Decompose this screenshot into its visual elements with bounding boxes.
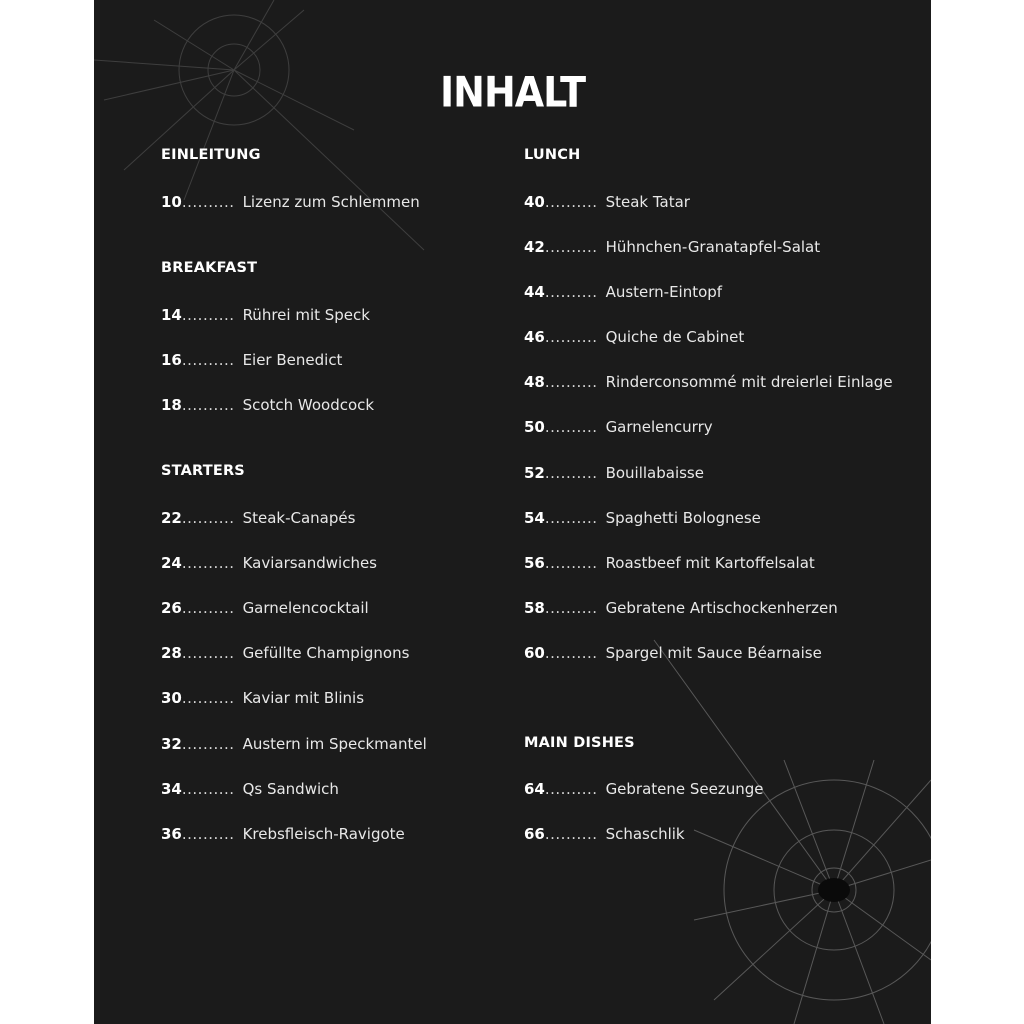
entry-title: Bouillabaisse: [605, 464, 704, 482]
page-number: 46: [524, 328, 545, 346]
page-number: 44: [524, 283, 545, 301]
toc-entry[interactable]: [524, 554, 815, 572]
page-number: 10: [161, 193, 182, 211]
leader-dots: ..........: [544, 373, 598, 391]
toc-entry[interactable]: [161, 599, 369, 617]
leader-dots: ..........: [544, 328, 598, 346]
entry-title: Schaschlik: [605, 825, 685, 843]
entry-title: Scotch Woodcock: [242, 396, 375, 414]
toc-entry[interactable]: [524, 644, 822, 662]
entry-title: Roastbeef mit Kartoffelsalat: [605, 554, 815, 572]
toc-entry[interactable]: [161, 193, 420, 211]
section-heading: BREAKFAST: [161, 260, 258, 276]
entry-title: Rührei mit Speck: [242, 306, 370, 324]
entry-title: Austern im Speckmantel: [242, 735, 427, 753]
page-number: 22: [161, 509, 182, 527]
leader-dots: ..........: [181, 193, 235, 211]
entry-title: Rinderconsommé mit dreierlei Einlage: [605, 373, 893, 391]
contents-page: [94, 0, 931, 1024]
toc-entry[interactable]: [524, 418, 713, 436]
toc-entry[interactable]: [161, 644, 409, 662]
page-number: 56: [524, 554, 545, 572]
entry-title: Spaghetti Bolognese: [605, 509, 761, 527]
toc-entry[interactable]: [524, 328, 744, 346]
section-heading: LUNCH: [524, 147, 581, 163]
leader-dots: ..........: [181, 554, 235, 572]
page-number: 50: [524, 418, 545, 436]
section-heading: MAIN DISHES: [524, 735, 635, 751]
leader-dots: ..........: [544, 193, 598, 211]
leader-dots: ..........: [181, 780, 235, 798]
leader-dots: ..........: [544, 283, 598, 301]
entry-title: Krebsfleisch-Ravigote: [242, 825, 405, 843]
toc-entry[interactable]: [524, 509, 761, 527]
section-heading: EINLEITUNG: [161, 147, 261, 163]
entry-title: Hühnchen-Granatapfel-Salat: [605, 238, 821, 256]
leader-dots: ..........: [544, 554, 598, 572]
page-number: 42: [524, 238, 545, 256]
leader-dots: ..........: [181, 306, 235, 324]
page-number: 40: [524, 193, 545, 211]
page-number: 58: [524, 599, 545, 617]
page-number: 64: [524, 780, 545, 798]
toc-entry[interactable]: [524, 599, 838, 617]
entry-title: Steak Tatar: [605, 193, 690, 211]
toc-entry[interactable]: [161, 351, 342, 369]
page-number: 48: [524, 373, 545, 391]
page-number: 36: [161, 825, 182, 843]
toc-entry[interactable]: [524, 283, 722, 301]
entry-title: Eier Benedict: [242, 351, 343, 369]
toc-entry[interactable]: [161, 396, 374, 414]
toc-entry[interactable]: [161, 825, 405, 843]
entry-title: Qs Sandwich: [242, 780, 339, 798]
entry-title: Austern-Eintopf: [605, 283, 723, 301]
page-number: 24: [161, 554, 182, 572]
toc-entry[interactable]: [524, 193, 690, 211]
leader-dots: ..........: [181, 825, 235, 843]
leader-dots: ..........: [181, 351, 235, 369]
leader-dots: ..........: [544, 825, 598, 843]
entry-title: Gebratene Artischockenherzen: [605, 599, 838, 617]
page-number: 54: [524, 509, 545, 527]
toc-entry[interactable]: [161, 306, 370, 324]
toc-entry[interactable]: [524, 464, 704, 482]
entry-title: Quiche de Cabinet: [605, 328, 745, 346]
leader-dots: ..........: [544, 238, 598, 256]
leader-dots: ..........: [544, 418, 598, 436]
leader-dots: ..........: [181, 396, 235, 414]
entry-title: Lizenz zum Schlemmen: [242, 193, 420, 211]
page-number: 32: [161, 735, 182, 753]
leader-dots: ..........: [181, 599, 235, 617]
leader-dots: ..........: [544, 464, 598, 482]
page-number: 26: [161, 599, 182, 617]
leader-dots: ..........: [544, 509, 598, 527]
entry-title: Garnelencurry: [605, 418, 713, 436]
page-number: 30: [161, 689, 182, 707]
toc-entry[interactable]: [524, 238, 820, 256]
toc-entry[interactable]: [161, 735, 427, 753]
leader-dots: ..........: [544, 780, 598, 798]
toc-entry[interactable]: [161, 689, 364, 707]
page-number: 16: [161, 351, 182, 369]
page-number: 52: [524, 464, 545, 482]
entry-title: Garnelencocktail: [242, 599, 369, 617]
toc-entry[interactable]: [524, 373, 893, 391]
entry-title: Spargel mit Sauce Béarnaise: [605, 644, 822, 662]
leader-dots: ..........: [181, 735, 235, 753]
toc-entry[interactable]: [161, 780, 339, 798]
toc-entry[interactable]: [524, 780, 764, 798]
toc-entry[interactable]: [161, 509, 355, 527]
entry-title: Gebratene Seezunge: [605, 780, 764, 798]
page-number: 28: [161, 644, 182, 662]
entry-title: Steak-Canapés: [242, 509, 356, 527]
page-number: 66: [524, 825, 545, 843]
entry-title: Gefüllte Champignons: [242, 644, 410, 662]
leader-dots: ..........: [544, 644, 598, 662]
leader-dots: ..........: [181, 689, 235, 707]
toc-entry[interactable]: [524, 825, 685, 843]
leader-dots: ..........: [544, 599, 598, 617]
section-heading: STARTERS: [161, 463, 245, 479]
page-title: INHALT: [440, 67, 585, 117]
page-number: 14: [161, 306, 182, 324]
page-number: 18: [161, 396, 182, 414]
entry-title: Kaviar mit Blinis: [242, 689, 365, 707]
page-number: 60: [524, 644, 545, 662]
entry-title: Kaviarsandwiches: [242, 554, 377, 572]
toc-entry[interactable]: [161, 554, 377, 572]
page-number: 34: [161, 780, 182, 798]
leader-dots: ..........: [181, 509, 235, 527]
leader-dots: ..........: [181, 644, 235, 662]
